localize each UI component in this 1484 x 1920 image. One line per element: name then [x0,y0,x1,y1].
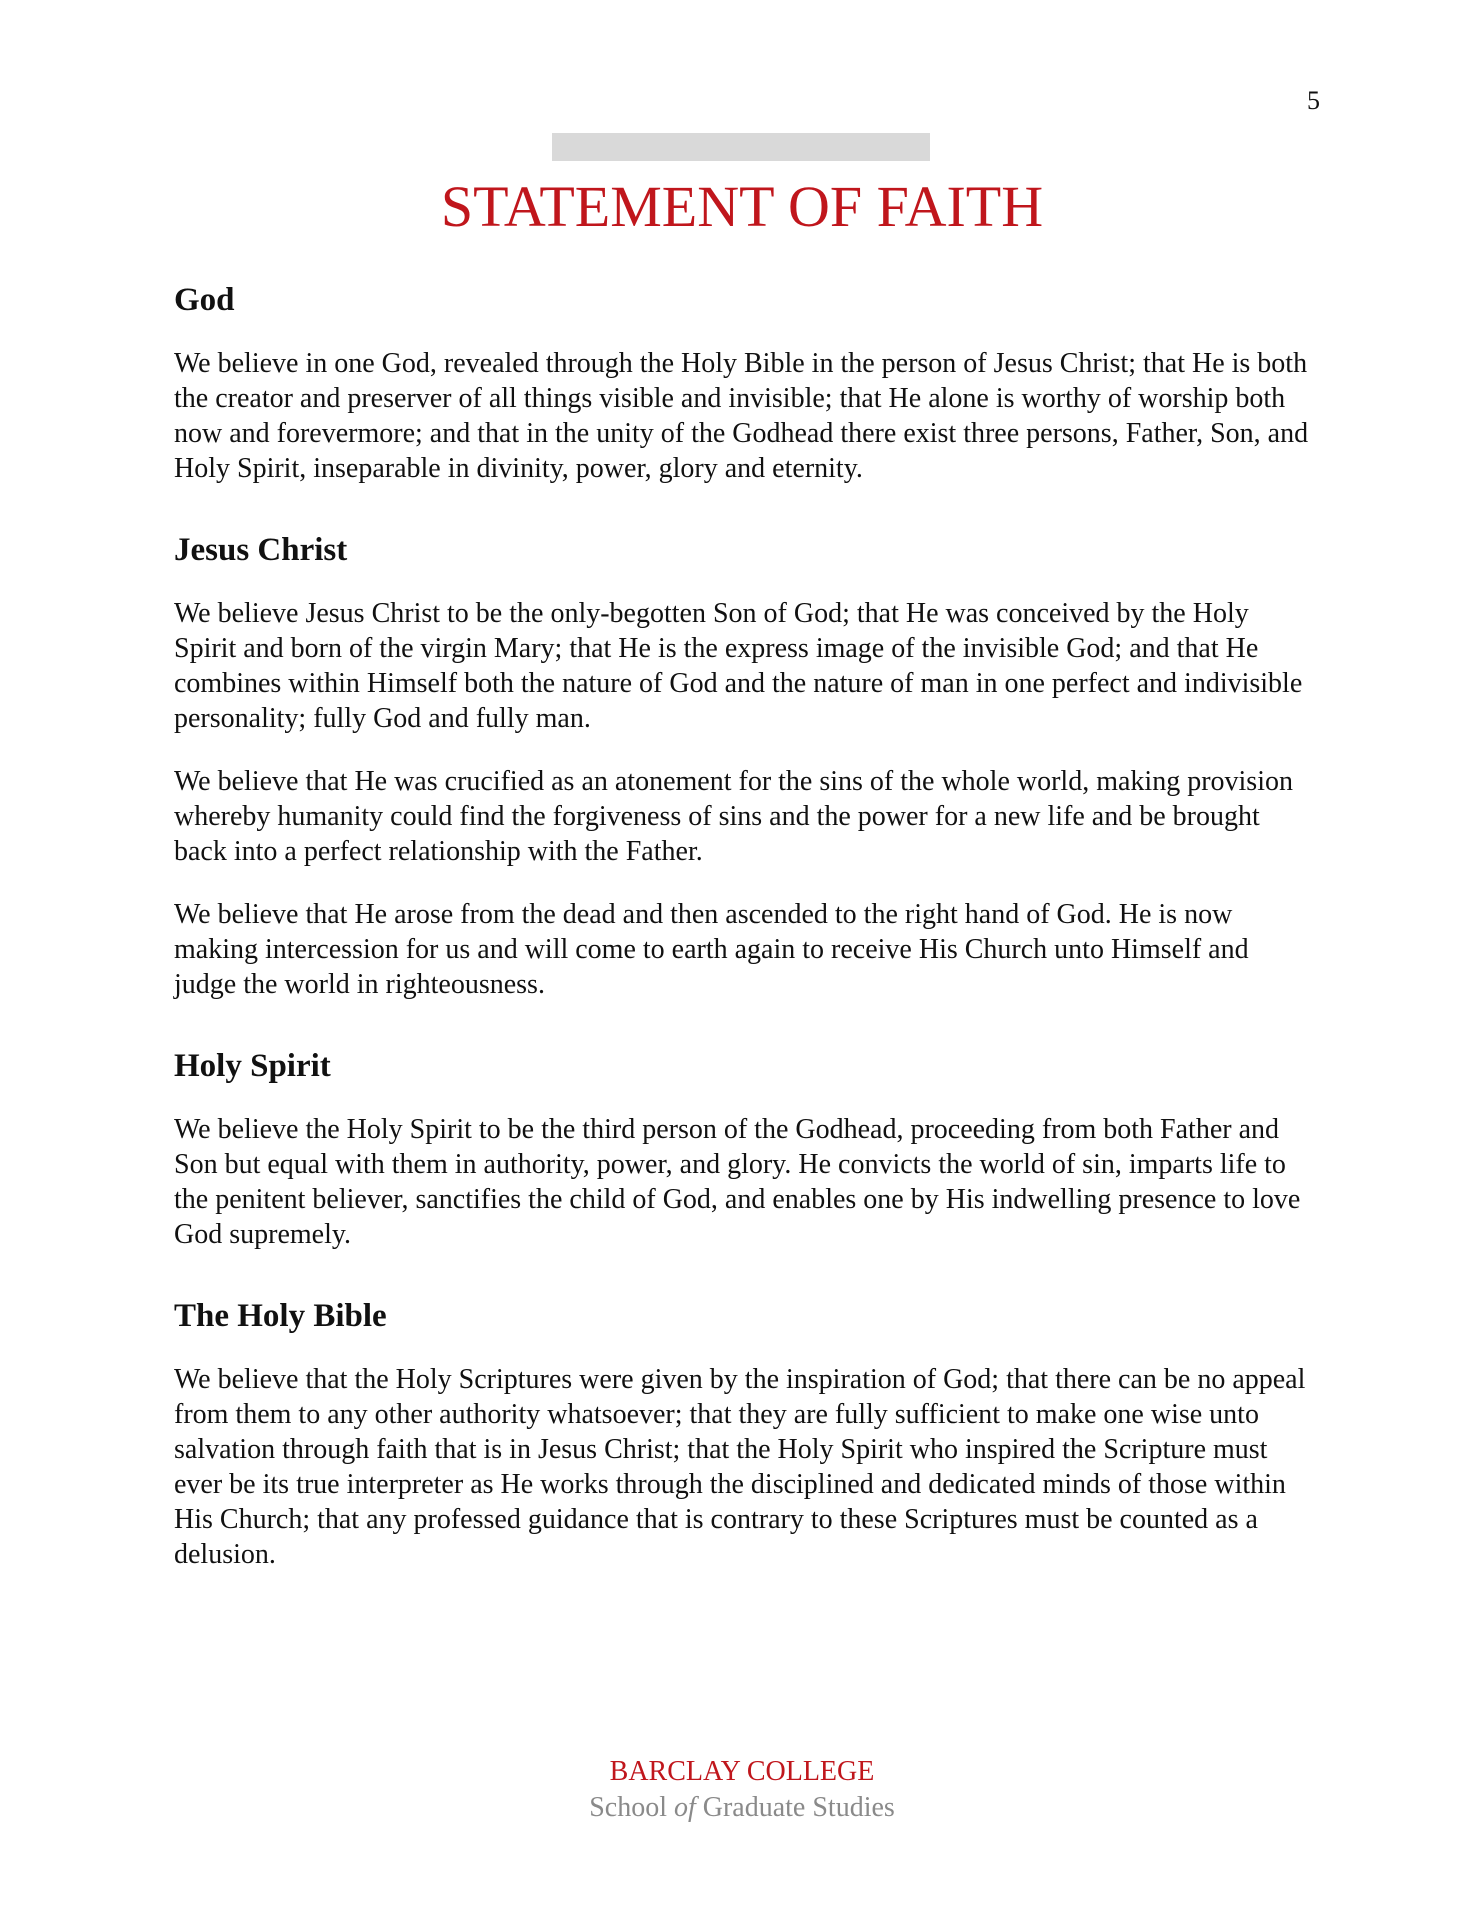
paragraph: We believe that the Holy Scriptures were given by the inspiration of God; that there can be no appeal from them to any other authority whatsoever; that they are fully sufficient to make one wise unto salvation through faith that is in Jesus Christ; that the Holy Spirit who inspired the Scripture must ever be its true interpreter as He works through the disciplined and dedicated minds of those within His Church; that any professed guidance that is contrary to these Scriptures must be counted as a delusion. [174,1364,1306,1570]
footer [0,1754,1484,1826]
paragraph: We believe that He was crucified as an atonement for the sins of the whole world, making provision whereby humanity could find the forgiveness of sins and the power for a new life and be brought back into a perfect relationship with the Father. [174,766,1293,867]
paragraph: We believe in one God, revealed through the Holy Bible in the person of Jesus Christ; that He is both the creator and preserver of all things visible and invisible; that He alone is worthy of worship both now and forevermore; and that in the unity of the Godhead there exist three persons, Father, Son, and Holy Spirit, inseparable in divinity, power, glory and eternity. [174,348,1309,484]
footer-school-prefix: School [589,1792,674,1823]
page-number: 5 [1307,86,1320,115]
section-god [174,280,1314,486]
section-jesus-christ [174,530,1314,1002]
section-heading: God [174,282,235,318]
section-holy-bible [174,1296,1314,1572]
paragraph: We believe that He arose from the dead and then ascended to the right hand of God. He is now making intercession for us and will come to earth again to receive His Church unto Himself and judge the world in righteousness. [174,899,1249,1000]
footer-school-of: of [673,1792,696,1823]
footer-college-name: BARCLAY COLLEGE [609,1756,875,1787]
footer-school-name [0,1790,1484,1826]
section-heading: Jesus Christ [174,532,348,568]
section-holy-spirit [174,1046,1314,1252]
document-body [174,280,1314,1616]
header-bar [552,133,930,161]
page-title: STATEMENT OF FAITH [440,174,1044,239]
section-heading: The Holy Bible [174,1298,387,1334]
section-heading: Holy Spirit [174,1048,331,1084]
paragraph: We believe the Holy Spirit to be the third person of the Godhead, proceeding from both Father and Son but equal with them in authority, power, and glory. He convicts the world of sin, imparts life to the penitent believer, sanctifies the child of God, and enables one by His indwelling presence to love God supremely. [174,1114,1301,1250]
paragraph: We believe Jesus Christ to be the only-begotten Son of God; that He was conceived by the Holy Spirit and born of the virgin Mary; that He is the express image of the invisible God; and that He combines within Himself both the nature of God and the nature of man in one perfect and indivisible personality; fully God and fully man. [174,598,1303,734]
footer-school-suffix: Graduate Studies [695,1792,895,1823]
